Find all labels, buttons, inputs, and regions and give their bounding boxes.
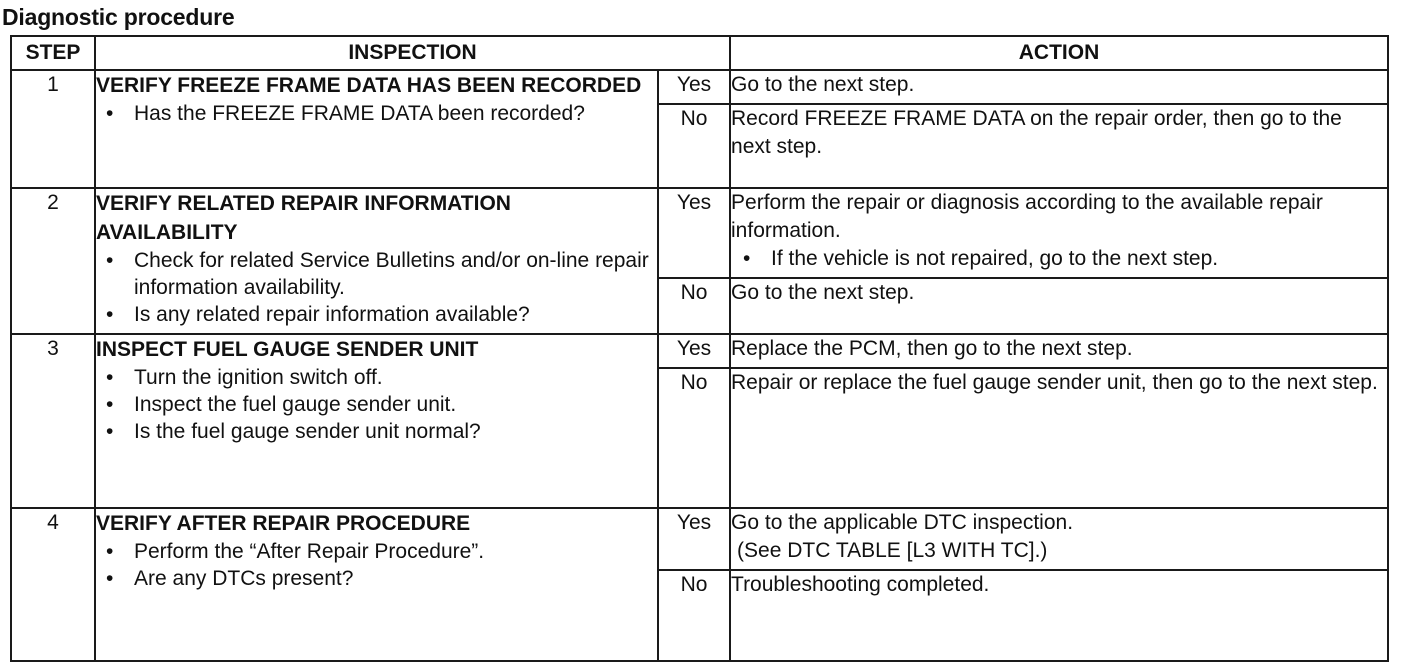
inspection-bullets [96, 100, 657, 127]
no-label: No [658, 104, 730, 188]
step-number: 4 [11, 508, 95, 661]
inspection-bullet: • Inspect the fuel gauge sender unit. [96, 391, 657, 418]
yes-action: Go to the applicable DTC inspection. [731, 511, 1074, 534]
inspection-header: INSPECTION [95, 36, 730, 70]
yes-action: Perform the repair or diagnosis according to the available repair information. [731, 191, 1323, 242]
step-header: STEP [11, 36, 95, 70]
inspection-cell [95, 334, 658, 508]
yes-label: Yes [658, 188, 730, 278]
inspection-title: VERIFY RELATED REPAIR INFORMATION AVAILABILITY [96, 192, 511, 244]
yes-action-cell [730, 508, 1388, 570]
step-number: 2 [11, 188, 95, 334]
yes-action-cell [730, 188, 1388, 278]
inspection-bullet: • Has the FREEZE FRAME DATA been recorded? [96, 100, 657, 127]
inspection-cell [95, 188, 658, 334]
inspection-bullets [96, 247, 657, 328]
action-header: ACTION [730, 36, 1388, 70]
table-row [11, 188, 1388, 278]
table-row [11, 508, 1388, 570]
inspection-bullet: • Is any related repair information available? [96, 301, 657, 328]
no-action: Troubleshooting completed. [730, 570, 1388, 661]
inspection-bullet: • Turn the ignition switch off. [96, 364, 657, 391]
table-row [11, 334, 1388, 368]
inspection-title: VERIFY FREEZE FRAME DATA HAS BEEN RECORDED [96, 74, 642, 97]
diagnostic-procedure-table [10, 35, 1389, 662]
inspection-title: INSPECT FUEL GAUGE SENDER UNIT [96, 338, 479, 361]
inspection-cell [95, 70, 658, 188]
step-number: 3 [11, 334, 95, 508]
inspection-bullets [96, 364, 657, 445]
no-label: No [658, 368, 730, 508]
inspection-title: VERIFY AFTER REPAIR PROCEDURE [96, 512, 471, 535]
yes-label: Yes [658, 508, 730, 570]
action-bullets [731, 245, 1387, 272]
inspection-bullet: • Is the fuel gauge sender unit normal? [96, 418, 657, 445]
inspection-bullet: • Check for related Service Bulletins and/or on-line repair information availability. [96, 247, 657, 301]
yes-label: Yes [658, 70, 730, 104]
inspection-bullets [96, 538, 657, 592]
yes-label: Yes [658, 334, 730, 368]
no-action: Record FREEZE FRAME DATA on the repair order, then go to the next step. [730, 104, 1388, 188]
yes-action: Replace the PCM, then go to the next step. [730, 334, 1388, 368]
yes-action: Go to the next step. [730, 70, 1388, 104]
dtc-table-reference: (See DTC TABLE [L3 WITH TC].) [737, 539, 1048, 562]
no-label: No [658, 278, 730, 334]
inspection-cell [95, 508, 658, 661]
page-title: Diagnostic procedure [2, 4, 235, 30]
inspection-bullet: • Are any DTCs present? [96, 565, 657, 592]
no-label: No [658, 570, 730, 661]
inspection-bullet: • Perform the “After Repair Procedure”. [96, 538, 657, 565]
table-row [11, 70, 1388, 104]
no-action: Repair or replace the fuel gauge sender unit, then go to the next step. [730, 368, 1388, 508]
step-number: 1 [11, 70, 95, 188]
header-row [11, 36, 1388, 70]
action-bullet: • If the vehicle is not repaired, go to the next step. [731, 245, 1387, 272]
no-action: Go to the next step. [730, 278, 1388, 334]
